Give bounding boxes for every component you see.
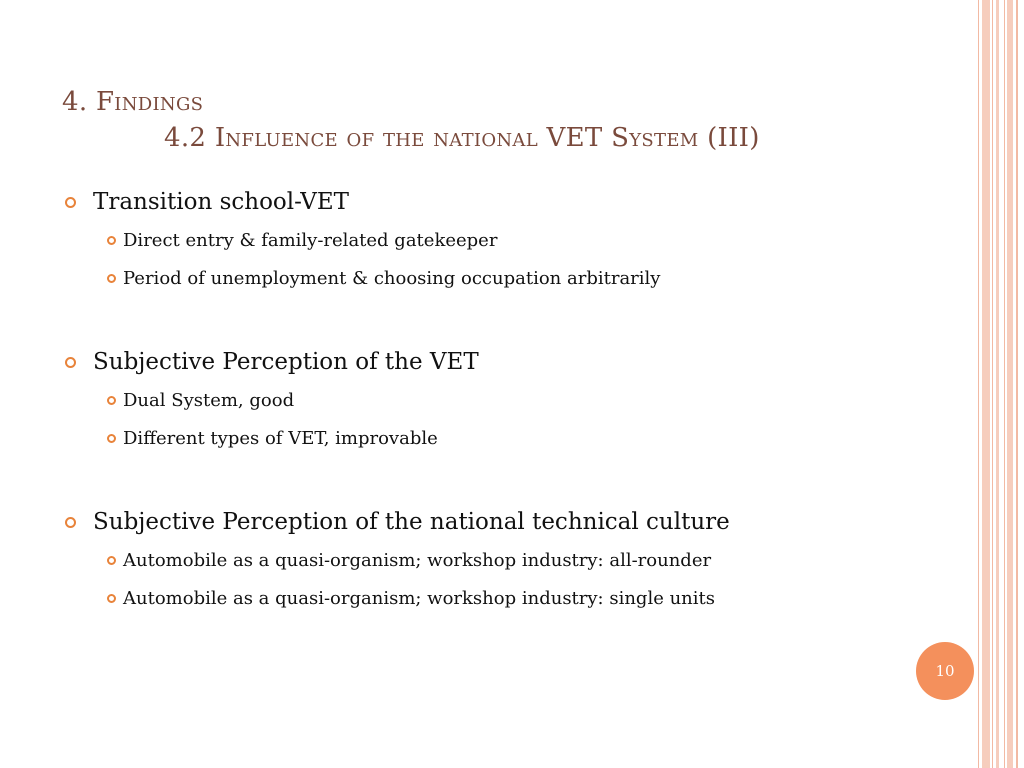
bullet-text: Transition school-VET xyxy=(93,189,349,215)
page-number: 10 xyxy=(935,662,955,680)
page-number-badge xyxy=(916,642,974,700)
circle-bullet-icon xyxy=(107,594,116,603)
sub-bullet-item xyxy=(62,580,942,618)
circle-bullet-icon xyxy=(107,396,116,405)
bullet-list xyxy=(62,182,942,618)
bullet-item xyxy=(62,182,942,222)
decorative-stripe xyxy=(1007,0,1013,768)
circle-bullet-icon xyxy=(65,357,76,368)
circle-bullet-icon xyxy=(107,556,116,565)
sub-bullet-item xyxy=(62,542,942,580)
sub-bullet-text: Direct entry & family-related gatekeeper xyxy=(123,230,498,251)
bullet-group xyxy=(62,342,942,458)
decorative-stripe xyxy=(1016,0,1018,768)
decorative-stripe xyxy=(992,0,993,768)
circle-bullet-icon xyxy=(65,197,76,208)
circle-bullet-icon xyxy=(107,236,116,245)
circle-bullet-icon xyxy=(107,274,116,283)
circle-bullet-icon xyxy=(65,517,76,528)
sub-bullet-text: Period of unemployment & choosing occupation arbitrarily xyxy=(123,268,661,289)
sub-bullet-text: Automobile as a quasi-organism; workshop industry: all-rounder xyxy=(123,550,712,571)
decorative-stripe xyxy=(1004,0,1005,768)
sub-bullet-item xyxy=(62,222,942,260)
decorative-stripe xyxy=(996,0,999,768)
bullet-text: Subjective Perception of the national technical culture xyxy=(93,509,730,535)
decorative-stripe xyxy=(982,0,990,768)
bullet-group xyxy=(62,502,942,618)
bullet-item xyxy=(62,502,942,542)
decorative-stripe xyxy=(978,0,979,768)
bullet-item xyxy=(62,342,942,382)
sub-bullet-item xyxy=(62,382,942,420)
sub-bullet-item xyxy=(62,260,942,298)
sub-bullet-text: Automobile as a quasi-organism; workshop industry: single units xyxy=(123,588,715,609)
bullet-group xyxy=(62,182,942,298)
bullet-text: Subjective Perception of the VET xyxy=(93,349,479,375)
slide-title xyxy=(62,84,942,156)
sub-bullet-item xyxy=(62,420,942,458)
sub-bullet-text: Dual System, good xyxy=(123,390,295,411)
title-line-1: 4. Findings xyxy=(62,87,204,117)
sub-bullet-text: Different types of VET, improvable xyxy=(123,428,438,449)
title-line-2: 4.2 Influence of the national VET System (III) xyxy=(164,123,760,153)
circle-bullet-icon xyxy=(107,434,116,443)
